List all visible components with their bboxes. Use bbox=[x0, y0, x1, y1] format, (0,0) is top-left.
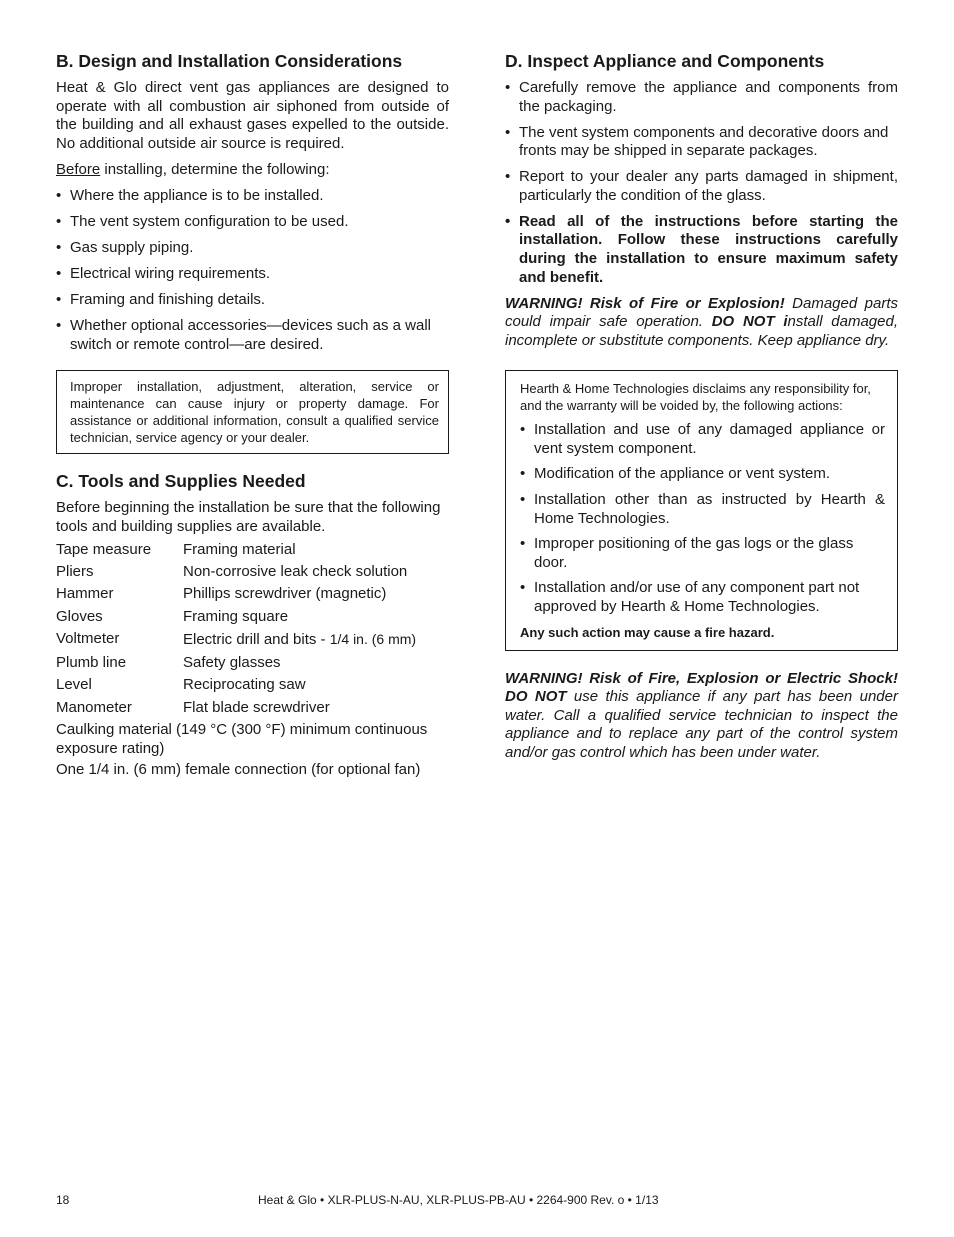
disclaimer-intro: Hearth & Home Technologies disclaims any responsibility for, and the warranty will be voided by, the following actions: bbox=[520, 381, 871, 414]
notice-box bbox=[56, 370, 449, 454]
table-row bbox=[56, 539, 449, 561]
tool-cell: Voltmeter bbox=[56, 630, 120, 648]
warning-text: nstall damaged, incomplete or substitute components. Keep appliance dry. bbox=[505, 313, 899, 349]
tool-cell: Plumb line bbox=[56, 653, 127, 671]
list-item: • Where the appliance is to be installed. bbox=[56, 187, 449, 206]
table-row bbox=[56, 583, 449, 605]
table-row bbox=[56, 652, 449, 674]
section-c-heading: C. Tools and Supplies Needed bbox=[56, 471, 306, 492]
warning-lead: WARNING! Risk of Fire or Explosion! bbox=[505, 294, 785, 312]
warning-electric-shock bbox=[505, 670, 898, 763]
determine-line bbox=[56, 161, 449, 180]
tool-text: Electric drill and bits - bbox=[183, 631, 330, 649]
warning-text: Damaged parts could impair safe operation. bbox=[505, 294, 898, 331]
warning-lead: WARNING! Risk of Fire, Explosion or Electric Shock! bbox=[505, 669, 898, 687]
warning-do-not: DO NOT bbox=[505, 688, 567, 706]
section-b-heading: B. Design and Installation Considerations bbox=[56, 51, 403, 71]
table-row bbox=[56, 674, 449, 696]
section-c-intro: Before beginning the installation be sure that the following tools and building supplies are available. bbox=[56, 499, 441, 536]
list-item: • Installation and use of any damaged appliance or vent system component. bbox=[520, 421, 885, 458]
section-d-heading: D. Inspect Appliance and Components bbox=[505, 51, 825, 71]
caulking-line: Caulking material (149 °C (300 °F) minimum continuous exposure rating) bbox=[56, 720, 428, 757]
list-item-bold: • Read all of the instructions before starting the installation. Follow these instructions carefully during the installation to ensure maximum safety and benefit. bbox=[505, 213, 898, 287]
disclaimer-box bbox=[505, 370, 898, 650]
left-column bbox=[56, 50, 449, 780]
list-item: • Gas supply piping. bbox=[56, 239, 449, 258]
before-underlined: Before bbox=[56, 161, 101, 179]
list-item: • Installation other than as instructed by Hearth & Home Technologies. bbox=[520, 491, 885, 528]
inspect-list bbox=[505, 79, 898, 287]
disclaimer-footer: Any such action may cause a fire hazard. bbox=[520, 624, 775, 640]
tool-cell: Level bbox=[56, 676, 92, 694]
tool-cell bbox=[183, 628, 449, 651]
connection-line: One 1/4 in. (6 mm) female connection (for optional fan) bbox=[56, 761, 421, 779]
list-item: • Electrical wiring requirements. bbox=[56, 265, 449, 284]
determine-list bbox=[56, 187, 449, 354]
tool-cell: Pliers bbox=[56, 563, 94, 581]
list-item: • Modification of the appliance or vent system. bbox=[520, 465, 885, 484]
tool-cell: Hammer bbox=[56, 585, 114, 603]
list-item: • Installation and/or use of any component part not approved by Hearth & Home Technologies. bbox=[520, 579, 885, 616]
list-item: • The vent system components and decorative doors and fronts may be shipped in separate packages. bbox=[505, 124, 898, 161]
list-item: • The vent system configuration to be used. bbox=[56, 213, 449, 232]
tool-cell: Gloves bbox=[56, 607, 103, 625]
determine-rest: installing, determine the following: bbox=[100, 161, 330, 179]
notice-text: Improper installation, adjustment, alteration, service or maintenance can cause injury or property damage. For assistance or additional information, consult a qualified service technician, service agency or your dealer. bbox=[70, 379, 439, 446]
list-item: • Carefully remove the appliance and components from the packaging. bbox=[505, 79, 898, 116]
warning-do-not: DO NOT i bbox=[711, 313, 788, 331]
warning-text: use this appliance if any part has been under water. Call a qualified service technician to inspect the appliance and to replace any part of the control system and/or gas control which has been under water. bbox=[505, 688, 898, 761]
tool-cell: Phillips screwdriver (magnetic) bbox=[183, 585, 387, 603]
tool-cell: Manometer bbox=[56, 698, 132, 716]
document-info: Heat & Glo • XLR-PLUS-N-AU, XLR-PLUS-PB-AU • 2264-900 Rev. o • 1/13 bbox=[258, 1193, 659, 1207]
table-row bbox=[56, 561, 449, 583]
right-column bbox=[505, 50, 898, 763]
list-item: • Improper positioning of the gas logs or the glass door. bbox=[520, 535, 885, 572]
drill-size: 1/4 in. (6 mm) bbox=[329, 631, 417, 648]
table-row bbox=[56, 628, 449, 651]
warning-fire-explosion bbox=[505, 295, 898, 351]
tool-cell: Reciprocating saw bbox=[183, 676, 306, 694]
tool-cell: Safety glasses bbox=[183, 653, 281, 671]
list-item: • Report to your dealer any parts damaged in shipment, particularly the condition of the glass. bbox=[505, 168, 898, 205]
tool-cell: Framing square bbox=[183, 607, 289, 625]
list-item: • Framing and finishing details. bbox=[56, 291, 449, 310]
tool-cell: Flat blade screwdriver bbox=[183, 698, 330, 716]
tools-table bbox=[56, 539, 449, 719]
disclaimer-list bbox=[520, 421, 885, 616]
table-row bbox=[56, 697, 449, 719]
page-number: 18 bbox=[56, 1193, 70, 1207]
list-item: • Whether optional accessories—devices such as a wall switch or remote control—are desired. bbox=[56, 317, 449, 354]
tool-cell: Framing material bbox=[183, 540, 296, 558]
table-row bbox=[56, 606, 449, 628]
tool-cell: Non-corrosive leak check solution bbox=[183, 563, 408, 581]
tool-cell: Tape measure bbox=[56, 540, 152, 558]
section-b-intro: Heat & Glo direct vent gas appliances are designed to operate with all combustion air siphoned from outside of the building and all exhaust gases expelled to the outside. No additional outside air source is required. bbox=[56, 79, 449, 152]
